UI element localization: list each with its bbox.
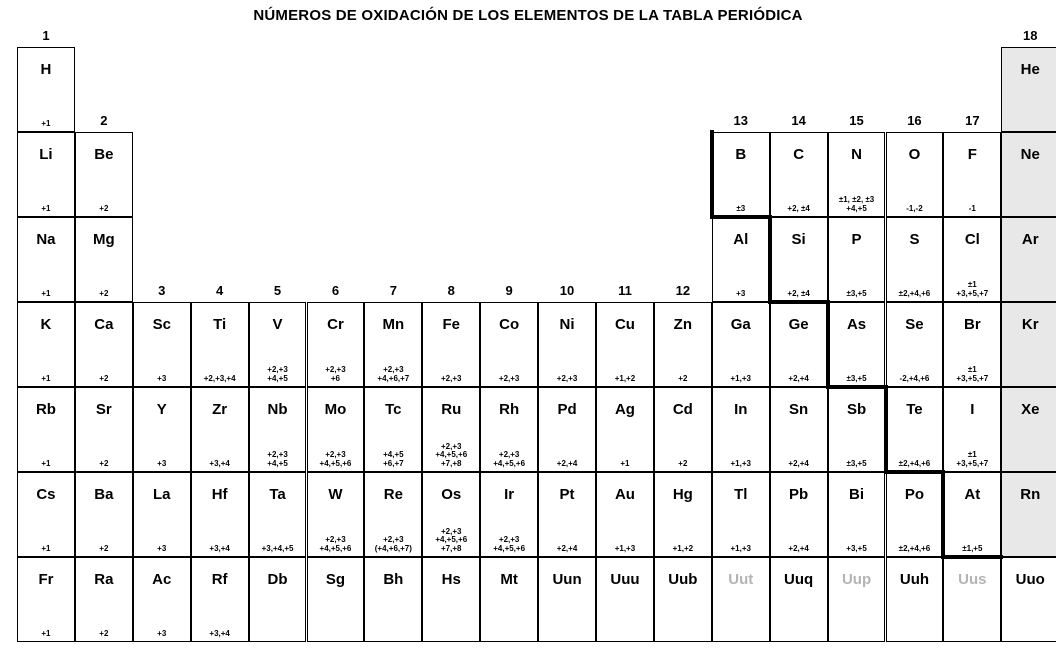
oxidation-states: ±2,+4,+6 bbox=[898, 288, 931, 298]
oxidation-states: +1 bbox=[41, 203, 51, 213]
element-cell-f[interactable] bbox=[943, 132, 1001, 217]
element-symbol: Uun bbox=[552, 571, 582, 588]
oxidation-states: ±3 bbox=[736, 203, 746, 213]
element-symbol: Ge bbox=[788, 316, 809, 333]
element-symbol: Hs bbox=[441, 571, 461, 588]
metalloid-divider-segment bbox=[768, 300, 830, 304]
element-symbol: Mg bbox=[93, 231, 115, 248]
element-cell-in[interactable] bbox=[712, 387, 770, 472]
metalloid-divider-segment bbox=[710, 130, 714, 219]
element-cell-zn[interactable] bbox=[654, 302, 712, 387]
element-cell-b[interactable] bbox=[712, 132, 770, 217]
element-cell-fr[interactable] bbox=[17, 557, 75, 642]
element-symbol: Zr bbox=[212, 401, 228, 418]
group-number-15: 15 bbox=[849, 113, 864, 128]
element-symbol: B bbox=[735, 146, 747, 163]
element-cell-ca[interactable] bbox=[75, 302, 133, 387]
element-symbol: I bbox=[970, 401, 975, 418]
element-symbol: Bi bbox=[849, 486, 865, 503]
oxidation-states: -1,-2 bbox=[906, 203, 923, 213]
element-symbol: Fr bbox=[38, 571, 54, 588]
element-cell-s[interactable] bbox=[886, 217, 944, 302]
element-cell-sc[interactable] bbox=[133, 302, 191, 387]
oxidation-states: +2,+3 +6 bbox=[325, 365, 346, 383]
oxidation-states: +2,+3,+4 bbox=[203, 373, 236, 383]
element-cell-uub[interactable] bbox=[654, 557, 712, 642]
element-symbol: N bbox=[851, 146, 862, 163]
element-symbol: Sc bbox=[152, 316, 171, 333]
element-symbol: Si bbox=[791, 231, 806, 248]
oxidation-states: ±1 +3,+5,+7 bbox=[956, 365, 989, 383]
element-symbol: O bbox=[908, 146, 921, 163]
group-number-13: 13 bbox=[733, 113, 748, 128]
element-cell-na[interactable] bbox=[17, 217, 75, 302]
element-cell-w[interactable] bbox=[307, 472, 365, 557]
element-symbol: Sn bbox=[789, 401, 809, 418]
oxidation-states: +3 bbox=[157, 458, 167, 468]
element-cell-mg[interactable] bbox=[75, 217, 133, 302]
element-cell-mt[interactable] bbox=[480, 557, 538, 642]
element-cell-sb[interactable] bbox=[828, 387, 886, 472]
element-cell-br[interactable] bbox=[943, 302, 1001, 387]
group-number-11: 11 bbox=[618, 283, 632, 298]
oxidation-states: +2,+4 bbox=[788, 458, 809, 468]
oxidation-states: +2,+3 bbox=[498, 373, 520, 383]
oxidation-states: +1,+3 bbox=[730, 543, 751, 553]
element-symbol: Uus bbox=[958, 571, 987, 588]
element-cell-cl[interactable] bbox=[943, 217, 1001, 302]
element-symbol: Rf bbox=[211, 571, 228, 588]
element-symbol: Co bbox=[499, 316, 520, 333]
element-cell-ag[interactable] bbox=[596, 387, 654, 472]
element-symbol: Hf bbox=[211, 486, 228, 503]
oxidation-states: +3 bbox=[157, 373, 167, 383]
element-cell-h[interactable] bbox=[17, 47, 75, 132]
element-symbol: Xe bbox=[1021, 401, 1040, 418]
element-symbol: Cu bbox=[614, 316, 635, 333]
oxidation-states: +2,+3 +4,+5,+6 bbox=[493, 535, 526, 553]
element-symbol: Na bbox=[36, 231, 56, 248]
group-number-1: 1 bbox=[42, 28, 50, 43]
element-cell-uup[interactable] bbox=[828, 557, 886, 642]
element-cell-xe[interactable] bbox=[1001, 387, 1056, 472]
element-symbol: Rn bbox=[1020, 486, 1041, 503]
element-symbol: Au bbox=[614, 486, 635, 503]
oxidation-states: ±3,+5 bbox=[846, 458, 867, 468]
element-cell-n[interactable] bbox=[828, 132, 886, 217]
element-cell-cr[interactable] bbox=[307, 302, 365, 387]
element-cell-re[interactable] bbox=[364, 472, 422, 557]
oxidation-states: +1,+3 bbox=[730, 373, 751, 383]
element-cell-c[interactable] bbox=[770, 132, 828, 217]
element-cell-po[interactable] bbox=[886, 472, 944, 557]
oxidation-states: +3,+4 bbox=[209, 628, 230, 638]
oxidation-states: +3 bbox=[736, 288, 746, 298]
element-cell-uuq[interactable] bbox=[770, 557, 828, 642]
element-symbol: Sg bbox=[325, 571, 346, 588]
group-number-7: 7 bbox=[389, 283, 397, 298]
oxidation-states: +1 bbox=[620, 458, 630, 468]
oxidation-states: +2, ±4 bbox=[787, 288, 810, 298]
element-symbol: Uuu bbox=[610, 571, 640, 588]
element-symbol: Ca bbox=[94, 316, 114, 333]
element-cell-y[interactable] bbox=[133, 387, 191, 472]
oxidation-states: ±2,+4,+6 bbox=[898, 458, 931, 468]
group-number-5: 5 bbox=[273, 283, 282, 298]
group-number-2: 2 bbox=[100, 113, 108, 128]
element-cell-rf[interactable] bbox=[191, 557, 249, 642]
element-symbol: Ar bbox=[1021, 231, 1039, 248]
oxidation-states: +3,+4 bbox=[209, 543, 230, 553]
element-symbol: H bbox=[40, 61, 52, 78]
element-cell-he[interactable] bbox=[1001, 47, 1056, 132]
element-cell-kr[interactable] bbox=[1001, 302, 1056, 387]
element-cell-o[interactable] bbox=[886, 132, 944, 217]
group-number-3: 3 bbox=[158, 283, 166, 298]
element-symbol: Se bbox=[905, 316, 924, 333]
element-cell-au[interactable] bbox=[596, 472, 654, 557]
element-cell-cu[interactable] bbox=[596, 302, 654, 387]
oxidation-states: +2,+3 +4,+5,+6 bbox=[493, 450, 526, 468]
oxidation-states: ±3,+5 bbox=[846, 373, 867, 383]
element-symbol: Uub bbox=[668, 571, 698, 588]
group-number-17: 17 bbox=[965, 113, 980, 128]
oxidation-states: +2 bbox=[678, 458, 688, 468]
oxidation-states: +2,+4 bbox=[788, 543, 809, 553]
oxidation-states: +1 bbox=[41, 543, 51, 553]
element-symbol: V bbox=[272, 316, 283, 333]
metalloid-divider-segment bbox=[884, 470, 946, 474]
element-cell-at[interactable] bbox=[943, 472, 1001, 557]
oxidation-states: +2 bbox=[678, 373, 688, 383]
element-symbol: Pb bbox=[789, 486, 809, 503]
element-symbol: Fe bbox=[442, 316, 460, 333]
oxidation-states: +2,+4 bbox=[556, 458, 578, 468]
element-cell-si[interactable] bbox=[770, 217, 828, 302]
element-symbol: Kr bbox=[1021, 316, 1039, 333]
element-cell-uuh[interactable] bbox=[886, 557, 944, 642]
element-cell-li[interactable] bbox=[17, 132, 75, 217]
element-cell-ba[interactable] bbox=[75, 472, 133, 557]
group-number-9: 9 bbox=[505, 283, 513, 298]
group-number-14: 14 bbox=[791, 113, 806, 128]
element-cell-la[interactable] bbox=[133, 472, 191, 557]
element-symbol: Db bbox=[267, 571, 288, 588]
oxidation-states: +2,+3 +4,+5,+6 bbox=[319, 535, 352, 553]
element-symbol: Tc bbox=[385, 401, 402, 418]
element-symbol: Ti bbox=[213, 316, 227, 333]
oxidation-states: -2,+4,+6 bbox=[899, 373, 930, 383]
metalloid-divider-segment bbox=[941, 555, 1003, 559]
element-cell-rb[interactable] bbox=[17, 387, 75, 472]
element-cell-ar[interactable] bbox=[1001, 217, 1056, 302]
element-symbol: Cs bbox=[36, 486, 56, 503]
element-cell-pt[interactable] bbox=[538, 472, 596, 557]
oxidation-states: +1 bbox=[41, 118, 51, 128]
element-symbol: Uuh bbox=[899, 571, 930, 588]
element-cell-al[interactable] bbox=[712, 217, 770, 302]
element-cell-cd[interactable] bbox=[654, 387, 712, 472]
element-cell-hs[interactable] bbox=[422, 557, 480, 642]
oxidation-states: +3,+4,+5 bbox=[261, 543, 294, 553]
element-cell-rh[interactable] bbox=[480, 387, 538, 472]
oxidation-states: +2,+3 +4,+5,+6 bbox=[319, 450, 352, 468]
element-symbol: C bbox=[793, 146, 805, 163]
oxidation-states: +1 bbox=[41, 373, 51, 383]
element-cell-ge[interactable] bbox=[770, 302, 828, 387]
element-cell-te[interactable] bbox=[886, 387, 944, 472]
element-symbol: S bbox=[909, 231, 920, 248]
element-cell-sn[interactable] bbox=[770, 387, 828, 472]
element-symbol: Nb bbox=[267, 401, 288, 418]
element-symbol: Ba bbox=[94, 486, 114, 503]
element-cell-hg[interactable] bbox=[654, 472, 712, 557]
element-symbol: Br bbox=[964, 316, 981, 333]
metalloid-divider-segment bbox=[884, 385, 888, 474]
oxidation-states: +2 bbox=[99, 543, 109, 553]
element-symbol: La bbox=[152, 486, 171, 503]
element-cell-pb[interactable] bbox=[770, 472, 828, 557]
element-symbol: Pt bbox=[559, 486, 575, 503]
element-symbol: Rh bbox=[499, 401, 520, 418]
group-number-12: 12 bbox=[675, 283, 691, 298]
element-symbol: Ta bbox=[269, 486, 286, 503]
group-number-18: 18 bbox=[1023, 28, 1038, 43]
element-symbol: Sr bbox=[95, 401, 112, 418]
element-cell-ru[interactable] bbox=[422, 387, 480, 472]
element-symbol: Al bbox=[733, 231, 749, 248]
element-symbol: Mt bbox=[500, 571, 518, 588]
element-symbol: Bh bbox=[383, 571, 404, 588]
oxidation-states: ±1, ±2, ±3 +4,+5 bbox=[838, 195, 875, 213]
element-symbol: Ni bbox=[559, 316, 575, 333]
element-symbol: Ac bbox=[152, 571, 172, 588]
oxidation-states: +1,+2 bbox=[672, 543, 694, 553]
oxidation-states: +2,+3 (+4,+6,+7) bbox=[374, 535, 412, 553]
group-number-8: 8 bbox=[447, 283, 455, 298]
oxidation-states: -1 bbox=[968, 203, 976, 213]
element-symbol: Cd bbox=[672, 401, 693, 418]
element-symbol: At bbox=[964, 486, 981, 503]
element-cell-sr[interactable] bbox=[75, 387, 133, 472]
element-symbol: Cl bbox=[964, 231, 980, 248]
oxidation-states: +2,+3 +4,+5 bbox=[267, 450, 288, 468]
oxidation-states: +2 bbox=[99, 288, 109, 298]
metalloid-divider-segment bbox=[768, 215, 772, 304]
oxidation-states: +1,+3 bbox=[614, 543, 636, 553]
element-cell-p[interactable] bbox=[828, 217, 886, 302]
element-cell-cs[interactable] bbox=[17, 472, 75, 557]
element-symbol: As bbox=[846, 316, 867, 333]
element-symbol: He bbox=[1020, 61, 1040, 78]
element-symbol: Rb bbox=[35, 401, 56, 418]
oxidation-states: +2,+3 bbox=[441, 373, 462, 383]
oxidation-states: ±1 +3,+5,+7 bbox=[956, 450, 989, 468]
group-number-16: 16 bbox=[907, 113, 922, 128]
element-symbol: P bbox=[851, 231, 862, 248]
element-cell-uuo[interactable] bbox=[1001, 557, 1056, 642]
oxidation-states: +3,+5 bbox=[846, 543, 867, 553]
element-symbol: Ru bbox=[441, 401, 462, 418]
element-symbol: Te bbox=[906, 401, 923, 418]
element-symbol: Li bbox=[39, 146, 53, 163]
periodic-table-grid bbox=[7, 27, 1049, 657]
element-symbol: Y bbox=[156, 401, 167, 418]
element-cell-ne[interactable] bbox=[1001, 132, 1056, 217]
element-symbol: In bbox=[734, 401, 748, 418]
element-symbol: Tl bbox=[734, 486, 748, 503]
oxidation-states: +3,+4 bbox=[209, 458, 230, 468]
element-cell-bi[interactable] bbox=[828, 472, 886, 557]
element-symbol: Ne bbox=[1020, 146, 1040, 163]
element-symbol: F bbox=[967, 146, 977, 163]
element-cell-hf[interactable] bbox=[191, 472, 249, 557]
element-cell-as[interactable] bbox=[828, 302, 886, 387]
element-cell-ti[interactable] bbox=[191, 302, 249, 387]
group-number-10: 10 bbox=[559, 283, 575, 298]
element-symbol: Hg bbox=[672, 486, 693, 503]
element-symbol: Uuo bbox=[1015, 571, 1045, 588]
element-cell-v[interactable] bbox=[249, 302, 307, 387]
oxidation-states: ±2,+4,+6 bbox=[898, 543, 931, 553]
element-cell-ac[interactable] bbox=[133, 557, 191, 642]
element-cell-ra[interactable] bbox=[75, 557, 133, 642]
element-symbol: Ir bbox=[504, 486, 515, 503]
oxidation-states: +2 bbox=[99, 628, 109, 638]
group-number-4: 4 bbox=[216, 283, 224, 298]
oxidation-states: +2 bbox=[99, 203, 109, 213]
oxidation-states: +1 bbox=[41, 628, 51, 638]
oxidation-states: ±3,+5 bbox=[846, 288, 867, 298]
element-cell-ir[interactable] bbox=[480, 472, 538, 557]
element-cell-uut[interactable] bbox=[712, 557, 770, 642]
element-symbol: Ag bbox=[614, 401, 635, 418]
element-symbol: Uup bbox=[841, 571, 872, 588]
oxidation-states: +2,+4 bbox=[788, 373, 809, 383]
element-cell-k[interactable] bbox=[17, 302, 75, 387]
element-symbol: Uuq bbox=[784, 571, 814, 588]
element-cell-ta[interactable] bbox=[249, 472, 307, 557]
element-cell-mn[interactable] bbox=[364, 302, 422, 387]
oxidation-states: +2,+3 +4,+6,+7 bbox=[377, 365, 410, 383]
element-symbol: Re bbox=[383, 486, 403, 503]
oxidation-states: +1,+2 bbox=[614, 373, 636, 383]
element-cell-ga[interactable] bbox=[712, 302, 770, 387]
oxidation-states: +1 bbox=[41, 458, 51, 468]
group-number-6: 6 bbox=[331, 283, 340, 298]
oxidation-states: ±1,+5 bbox=[962, 543, 983, 553]
metalloid-divider-segment bbox=[826, 385, 888, 389]
oxidation-states: +4,+5 +6,+7 bbox=[383, 450, 404, 468]
oxidation-states: +2,+3 +4,+5,+6 +7,+8 bbox=[435, 526, 468, 553]
oxidation-states: ±1 +3,+5,+7 bbox=[956, 280, 989, 298]
element-symbol: Mo bbox=[324, 401, 347, 418]
oxidation-states: +3 bbox=[157, 543, 167, 553]
element-cell-uus[interactable] bbox=[943, 557, 1001, 642]
element-symbol: W bbox=[328, 486, 343, 503]
element-symbol: Be bbox=[94, 146, 114, 163]
oxidation-states: +2,+3 bbox=[556, 373, 578, 383]
element-cell-ni[interactable] bbox=[538, 302, 596, 387]
element-cell-bh[interactable] bbox=[364, 557, 422, 642]
element-cell-os[interactable] bbox=[422, 472, 480, 557]
element-cell-nb[interactable] bbox=[249, 387, 307, 472]
element-cell-i[interactable] bbox=[943, 387, 1001, 472]
element-symbol: Po bbox=[904, 486, 925, 503]
element-symbol: Uut bbox=[728, 571, 754, 588]
oxidation-states: +2 bbox=[99, 373, 109, 383]
metalloid-divider-segment bbox=[826, 300, 830, 389]
oxidation-states: +2,+3 +4,+5 bbox=[267, 365, 288, 383]
element-cell-se[interactable] bbox=[886, 302, 944, 387]
element-symbol: K bbox=[40, 316, 52, 333]
oxidation-states: +3 bbox=[157, 628, 167, 638]
element-cell-rn[interactable] bbox=[1001, 472, 1056, 557]
element-cell-db[interactable] bbox=[249, 557, 307, 642]
element-cell-uuu[interactable] bbox=[596, 557, 654, 642]
oxidation-states: +1 bbox=[41, 288, 51, 298]
element-symbol: Ra bbox=[94, 571, 114, 588]
element-symbol: Pd bbox=[557, 401, 577, 418]
oxidation-states: +2 bbox=[99, 458, 109, 468]
element-symbol: Mn bbox=[382, 316, 405, 333]
element-cell-zr[interactable] bbox=[191, 387, 249, 472]
oxidation-states: +2,+4 bbox=[556, 543, 578, 553]
element-cell-tc[interactable] bbox=[364, 387, 422, 472]
element-symbol: Cr bbox=[327, 316, 344, 333]
element-cell-sg[interactable] bbox=[307, 557, 365, 642]
element-symbol: Ga bbox=[730, 316, 751, 333]
oxidation-states: +2, ±4 bbox=[787, 203, 810, 213]
element-symbol: Os bbox=[441, 486, 462, 503]
metalloid-divider-segment bbox=[710, 215, 772, 219]
element-cell-tl[interactable] bbox=[712, 472, 770, 557]
element-cell-fe[interactable] bbox=[422, 302, 480, 387]
element-cell-be[interactable] bbox=[75, 132, 133, 217]
element-cell-mo[interactable] bbox=[307, 387, 365, 472]
element-cell-pd[interactable] bbox=[538, 387, 596, 472]
page-title: NÚMEROS DE OXIDACIÓN DE LOS ELEMENTOS DE LA TABLA PERIÓDICA bbox=[253, 7, 803, 24]
element-symbol: Zn bbox=[673, 316, 692, 333]
element-symbol: Sb bbox=[846, 401, 867, 418]
element-cell-uun[interactable] bbox=[538, 557, 596, 642]
metalloid-divider-segment bbox=[941, 470, 945, 559]
element-cell-co[interactable] bbox=[480, 302, 538, 387]
oxidation-states: +1,+3 bbox=[730, 458, 751, 468]
oxidation-states: +2,+3 +4,+5,+6 +7,+8 bbox=[435, 441, 468, 468]
